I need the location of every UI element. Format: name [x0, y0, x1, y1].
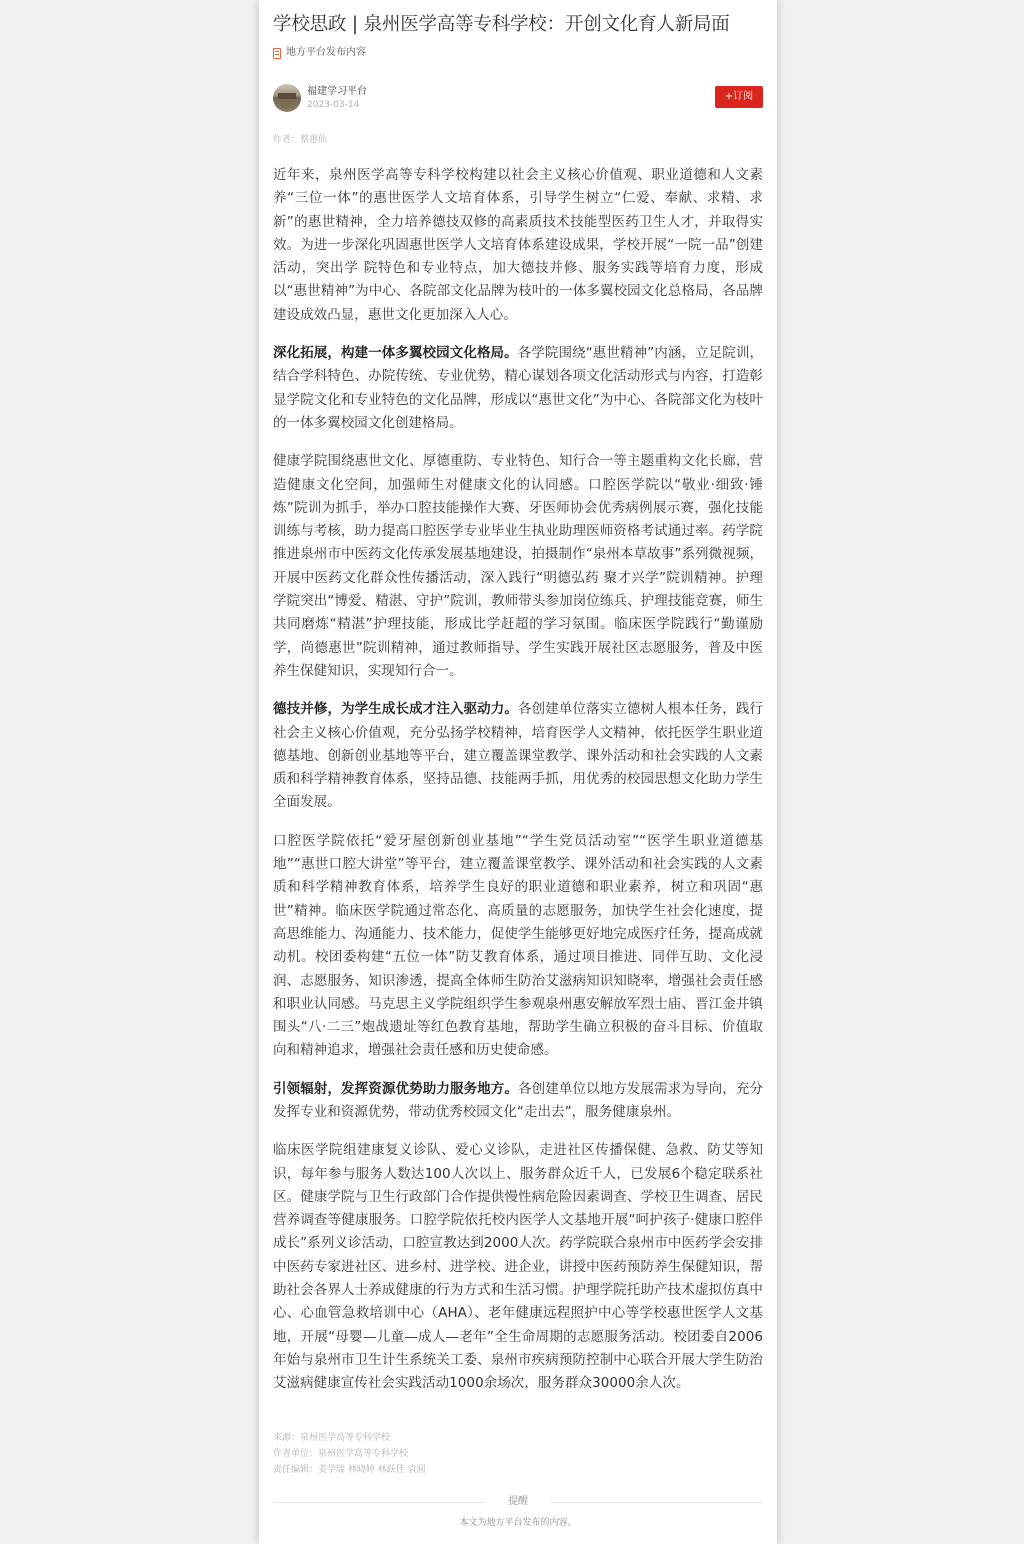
paragraph-text: 近年来，泉州医学高等专科学校构建以社会主义核心价值观、职业道德和人文素养“三位一体”的惠世医学人文培育体系，引导学生树立“仁爱、奉献、求精、求新”的惠世精神，全力培养德技双修的高素质技术技能型医药卫生人才，并取得实效。为进一步深化巩固惠世医学人文培育体系建设成果，学校开展“一院一品”创建活动，突出学 院特色和专业特点，加大德技并修、服务实践等培育力度，形成以“惠世精神”为中心、各院部文化品牌为枝叶的一体多翼校园文化总格局，各品牌建设成效凸显，惠世文化更加深入人心。	[273, 167, 763, 323]
author-row	[273, 83, 763, 113]
paragraph	[273, 830, 763, 1063]
subscribe-button[interactable]: +订阅	[715, 86, 763, 108]
source-label: 地方平台发布内容	[286, 47, 366, 58]
paragraph-text: 各创建单位以地方发展需求为导向，充分发挥专业和资源优势，带动优秀校园文化“走出去”，服务健康泉州。	[273, 1080, 763, 1120]
publish-date: 2023-03-14	[307, 100, 360, 110]
paragraph	[273, 1139, 763, 1395]
article-credits	[273, 1430, 763, 1478]
paragraph-text: 口腔医学院依托“爱牙屋创新创业基地”“学生党员活动室”“医学生职业道德基地”“惠世口腔大讲堂”等平台，建立覆盖课堂教学、课外活动和社会实践的人文素质和科学精神教育体系，培养学生良好的职业道德和职业素养，树立和巩固“惠世”精神。临床医学院通过常态化、高质量的志愿服务，加快学生社会化速度，提高思维能力、沟通能力、技术能力，促使学生能够更好地完成医疗任务，提高成就动机。校团委构建“五位一体”防艾教育体系，通过项目推进、同伴互助、文化浸润、志愿服务、知识渗透，提高全体师生防治艾滋病知识知晓率，增强社会责任感和职业认同感。马克思主义学院组织学生参观泉州惠安解放军烈士庙、晋江金井镇围头“八·二三”炮战遗址等红色教育基地，帮助学生确立积极的奋斗目标、价值取向和精神追求，增强社会责任感和历史使命感。	[273, 832, 763, 1059]
paragraph-text: 各学院围绕“惠世精神”内涵，立足院训，结合学科特色、办院传统、专业优势，精心谋划各项文化活动形式与内容，打造彰显学院文化和专业特色的文化品牌，形成以“惠世文化”为中心、各院部文化为枝叶的一体多翼校园文化创建格局。	[273, 345, 763, 431]
source-line	[273, 45, 763, 61]
paragraph-lead: 德技并修，为学生成长成才注入驱动力。	[273, 701, 519, 718]
reminder-notice: 本文为地方平台发布的内容。	[459, 1518, 577, 1528]
article-card	[259, 0, 777, 1544]
author-line: 作者：蔡惠仙	[273, 135, 328, 145]
article-body	[273, 164, 763, 1411]
paragraph-text: 健康学院围绕惠世文化、厚德重防、专业特色、知行合一等主题重构文化长廊，营造健康文化空间，加强师生对健康文化的认同感。口腔医学院以“敬业·细致·锤炼”院训为抓手，举办口腔技能操作大赛、牙医师协会优秀病例展示赛，强化技能训练与考核，助力提高口腔医学专业毕业生执业助理医师资格考试通过率。药学院推进泉州市中医药文化传承发展基地建设，拍摄制作“泉州本草故事”系列微视频，开展中医药文化群众性传播活动，深入践行“明德弘药 聚才兴学”院训精神。护理学院突出“博爱、精湛、守护”院训，教师带头参加岗位练兵、护理技能竞赛，师生共同磨炼“精湛”护理技能，形成比学赶超的学习氛围。临床医学院践行“勤谨励学，尚德惠世”院训精神，通过教师指导、学生实践开展社区志愿服务，普及中医养生保健知识，实现知行合一。	[273, 453, 763, 679]
paragraph	[273, 342, 763, 435]
reminder-title: 提醒	[508, 1496, 528, 1507]
paragraph	[273, 698, 763, 814]
credit-unit: 作者单位：泉州医学高等专科学校	[273, 1449, 409, 1459]
paragraph	[273, 450, 763, 683]
paragraph	[273, 1078, 763, 1125]
paragraph-lead: 深化拓展，构建一体多翼校园文化格局。	[273, 345, 518, 362]
article-title: 学校思政 | 泉州医学高等专科学校：开创文化育人新局面	[273, 14, 730, 35]
paragraph	[273, 164, 763, 327]
credit-source: 来源：泉州医学高等专科学校	[273, 1433, 391, 1443]
credit-editor: 责任编辑：姜学瑞 林晓婷 林跃佳 袁圆	[273, 1465, 426, 1475]
paragraph-text: 各创建单位落实立德树人根本任务，践行社会主义核心价值观，充分弘扬学校精神，培育医学人文精神，依托医学生职业道德基地、创新创业基地等平台，建立覆盖课堂教学、课外活动和社会实践的人文素质和科学精神教育体系，坚持品德、技能两手抓，用优秀的校园思想文化助力学生全面发展。	[273, 701, 763, 811]
platform-name[interactable]: 福建学习平台	[307, 86, 367, 97]
paragraph-text: 临床医学院组建康复义诊队、爱心义诊队，走进社区传播保健、急救、防艾等知识，每年参与服务人数达100人次以上、服务群众近千人，已发展6个稳定联系社区。健康学院与卫生行政部门合作提供慢性病危险因素调查、学校卫生调查、居民营养调查等健康服务。口腔学院依托校内医学人文基地开展“呵护孩子·健康口腔伴成长”系列义诊活动，口腔宣教达到2000人次。药学院联合泉州市中医药学会安排中医药专家进社区、进乡村、进学校、进企业，讲授中医药预防养生保健知识，帮助社会各界人士养成健康的行为方式和生活习惯。护理学院托助产技术虚拟仿真中心、心血管急救培训中心（AHA）、老年健康远程照护中心等学校惠世医学人文基地，开展“母婴—儿童—成人—老年”全生命周期的志愿服务活动。校团委自2006年始与泉州市卫生计生系统关工委、泉州市疾病预防控制中心联合开展大学生防治艾滋病健康宣传社会实践活动1000余场次，服务群众30000余人次。	[273, 1142, 763, 1392]
divider	[551, 1502, 763, 1503]
paragraph-lead: 引领辐射，发挥资源优势助力服务地方。	[273, 1080, 519, 1097]
reminder-header	[273, 1494, 763, 1510]
document-icon	[273, 48, 281, 59]
platform-avatar[interactable]	[273, 84, 301, 112]
